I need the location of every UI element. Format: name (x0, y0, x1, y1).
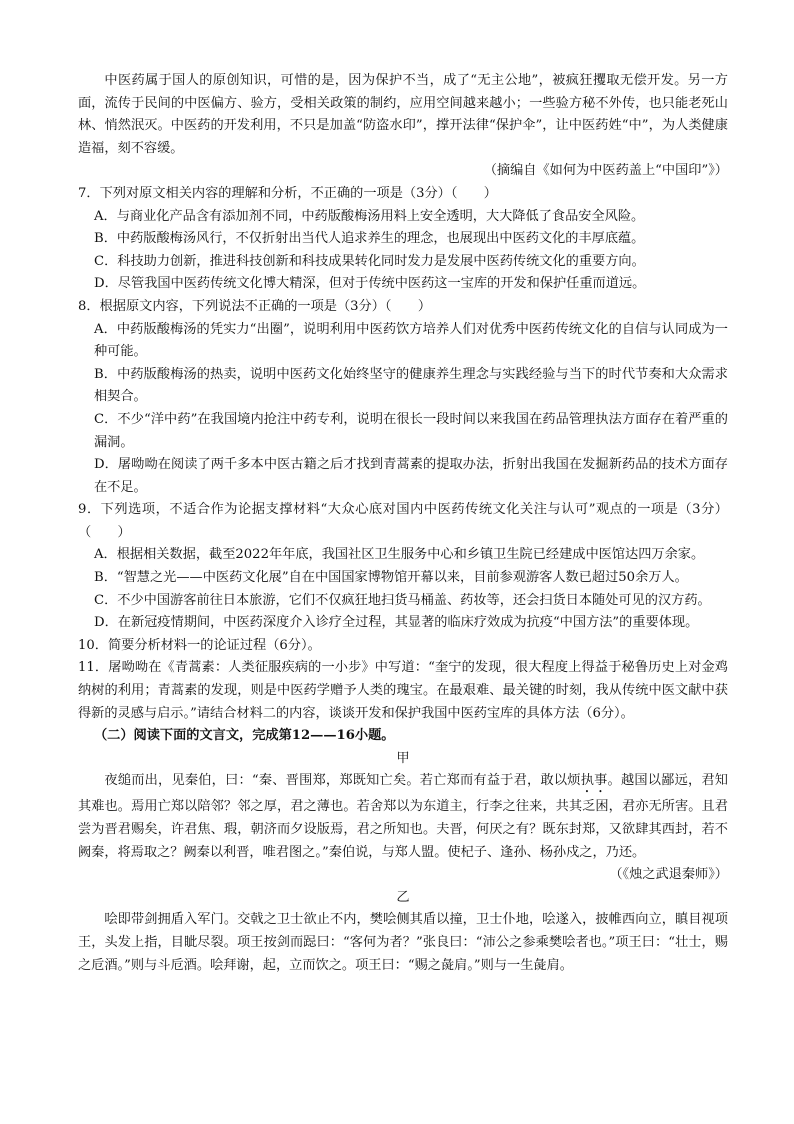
question-8-option-d: D．屠呦呦在阅读了两千多本中医古籍之后才找到青蒿素的提取办法，折射出我国在发掘新药品的技术方面存在不足。 (94, 457, 728, 495)
passage-jia-text-part2: 。越国以鄙远，君知其难也。焉用亡郑以陪邻？邻之厚，君之薄也。若舍郑以为东道主，行李之往来，共其乏困，君亦无所害。且君尝为晋君赐矣，许君焦、瑕，朝济而夕设版焉，君之所知也。夫晋，何厌之有？既东封郑，又欲肆其西封，若不阙秦，将焉取之？阙秦以利晋，唯君图之。”秦伯说，与郑人盟。使杞子、逢孙、杨孙戍之，乃还。 (78, 773, 728, 860)
question-7-stem: 7．下列对原文相关内容的理解和分析，不正确的一项是（3分）（ ） (78, 185, 497, 201)
question-7-option-b: B．中药版酸梅汤风行，不仅折射出当代人追求养生的理念，也展现出中医药文化的丰厚底蕴。 (94, 231, 645, 247)
question-7-option-d: D．尽管我国中医药传统文化博大精深，但对于传统中医药这一宝库的开发和保护任重而道远。 (94, 276, 646, 292)
exam-page (78, 70, 728, 977)
passage-jia-label: 甲 (396, 750, 410, 766)
question-11: 11．屠呦呦在《青蒿素：人类征服疾病的一小步》中写道：“奎宁的发现，很大程度上得益于秘鲁历史上对金鸡纳树的利用；青蒿素的发现，则是中医药学赠予人类的瑰宝。在最艰难、最关键的时刻，我从传统中医文献中获得新的灵感与启示。”请结合材料二的内容，谈谈开发和保护我国中医药宝库的具体方法（6分）。 (78, 660, 728, 721)
question-9-option-b: B．“智慧之光——中医药文化展”自在中国国家博物馆开幕以来，目前参观游客人数已超过50余万人。 (94, 570, 688, 586)
source-citation: （摘编自《如何为中医药盖上“中国印”》） (483, 163, 728, 179)
question-10: 10．简要分析材料一的论证过程（6分）。 (78, 637, 321, 653)
passage-jia-source: （《烛之武退秦师》） (609, 867, 728, 883)
question-9-option-d: D．在新冠疫情期间，中医药深度介入诊疗全过程，其显著的临床疗效成为抗疫“中国方法”的重要体现。 (94, 615, 699, 631)
question-7-option-c: C．科技助力创新，推进科技创新和科技成果转化同时发力是发展中医药传统文化的重要方向。 (94, 253, 645, 269)
passage-jia-text (78, 770, 728, 864)
question-8-option-b: B．中药版酸梅汤的热卖，说明中医药文化始终坚守的健康养生理念与实践经验与当下的时代节奏和大众需求相契合。 (94, 366, 728, 405)
passage-yi-label: 乙 (396, 889, 410, 905)
passage-jia-text-part1: 夜缒而出，见秦伯，曰：“秦、晋围郑，郑既知亡矣。若亡郑而有益于君，敢以烦 (104, 773, 581, 789)
passage-yi-text: 哙即带剑拥盾入军门。交戟之卫士欲止不内，樊哙侧其盾以撞，卫士仆地，哙遂入，披帷西向立，瞋目视项王，头发上指，目眦尽裂。项王按剑而跽曰：“客何为者？”张良曰：“沛公之参乘樊哙者也。”项王曰：“壮士，赐之卮酒。”则与斗卮酒。哙拜谢，起，立而饮之。项王曰：“赐之彘肩。”则与一生彘肩。 (78, 912, 728, 973)
question-9-option-c: C．不少中国游客前往日本旅游，它们不仅疯狂地扫货马桶盖、药妆等，还会扫货日本随处可见的汉方药。 (94, 592, 711, 608)
question-7-option-a: A．与商业化产品含有添加剂不同，中药版酸梅汤用料上安全透明，大大降低了食品安全风险。 (94, 208, 645, 224)
passage-paragraph: 中医药属于国人的原创知识，可惜的是，因为保护不当，成了“无主公地”，被疯狂攫取无偿开发。另一方面，流传于民间的中医偏方、验方，受相关政策的制约，应用空间越来越小；一些验方秘不外传，也只能老死山林、悄然泯灭。中医药的开发利用，不只是加盖“防盗水印”，撑开法律“保护伞”，让中医药姓“中”，为人类健康造福，刻不容缓。 (78, 73, 728, 156)
question-8-stem: 8．根据原文内容，下列说法不正确的一项是（3分）（ ） (78, 298, 432, 314)
question-9-stem: 9．下列选项，不适合作为论据支撑材料“大众心底对国内中医药传统文化关注与认可”观点的一项是（3分）（ ） (78, 502, 728, 540)
question-9-option-a: A．根据相关数据，截至2022年年底，我国社区卫生服务中心和乡镇卫生院已经建成中医馆达四万余家。 (94, 547, 705, 563)
section-heading: （二）阅读下面的文言文，完成第12——16小题。 (94, 728, 395, 744)
question-8-option-c: C．不少“洋中药”在我国境内抢注中药专利，说明在很长一段时间以来我国在药品管理执法方面存在着严重的漏洞。 (94, 411, 728, 450)
question-8-option-a: A．中药版酸梅汤的凭实力“出圈”，说明利用中医药饮方培养人们对优秀中医药传统文化的自信与认同成为一种可能。 (94, 321, 728, 360)
emphasized-term: 执事 (580, 773, 608, 789)
